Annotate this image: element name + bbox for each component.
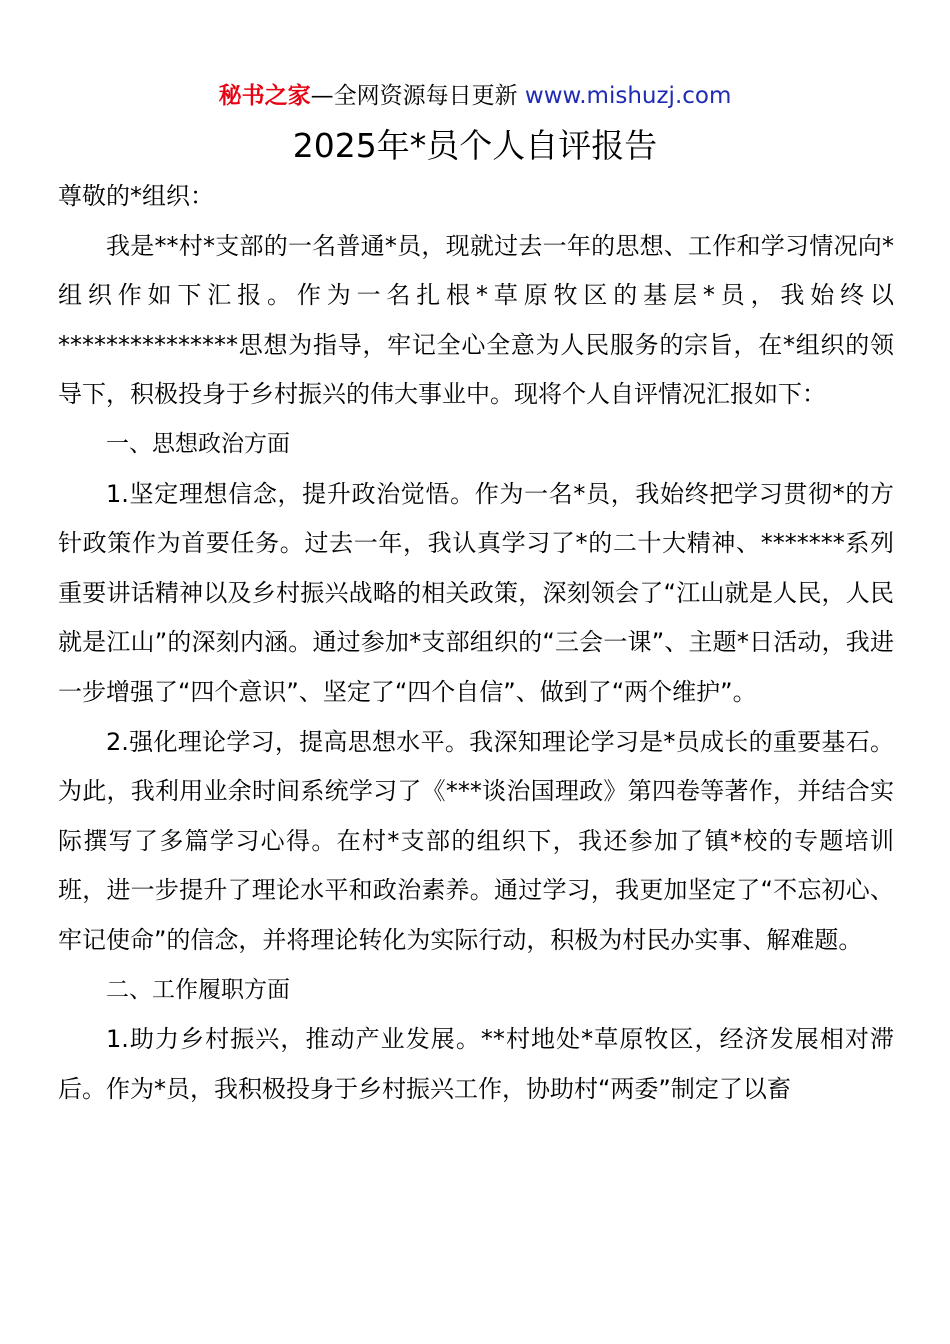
document-title: 2025年*员个人自评报告 (292, 126, 658, 165)
paragraph-work-1: 1.助力乡村振兴，推动产业发展。**村地处*草原牧区，经济发展相对滞后。作为*员，我积极投身于乡村振兴工作，协助村“两委”制定了以畜 (58, 1025, 894, 1103)
paragraph-ideology-1: 1.坚定理想信念，提升政治觉悟。作为一名*员，我始终把学习贯彻*的方针政策作为首要任务。过去一年，我认真学习了*的二十大精神、*******系列重要讲话精神以及乡村振兴战略的相关政策，深刻领会了“江山就是人民，人民就是江山”的深刻内涵。通过参加*支部组织的“三会一课”、主题*日活动，我进一步增强了“四个意识”、坚定了“四个自信”、做到了“两个维护”。 (58, 479, 894, 706)
section-heading-work: 二、工作履职方面 (106, 976, 290, 1003)
site-banner (0, 80, 950, 112)
paragraph-intro: 我是**村*支部的一名普通*员，现就过去一年的思想、工作和学习情况向*组织作如下汇报。作为一名扎根*草原牧区的基层*员，我始终以***************思想为指导，牢记全心全意为人民服务的宗旨，在*组织的领导下，积极投身于乡村振兴的伟大事业中。现将个人自评情况汇报如下： (58, 231, 894, 409)
document-body (58, 172, 894, 1114)
paragraph-ideology-2: 2.强化理论学习，提高思想水平。我深知理论学习是*员成长的重要基石。为此，我利用业余时间系统学习了《***谈治国理政》第四卷等著作，并结合实际撰写了多篇学习心得。在村*支部的组织下，我还参加了镇*校的专题培训班，进一步提升了理论水平和政治素养。通过学习，我更加坚定了“不忘初心、牢记使命”的信念，并将理论转化为实际行动，积极为村民办实事、解难题。 (58, 727, 894, 954)
banner-brand: 秘书之家 (218, 83, 311, 109)
banner-url-link[interactable]: www.mishuzj.com (524, 83, 732, 109)
salutation: 尊敬的*组织： (58, 182, 214, 210)
section-heading-ideology: 一、思想政治方面 (106, 430, 290, 457)
banner-tagline: —全网资源每日更新 (310, 83, 525, 109)
